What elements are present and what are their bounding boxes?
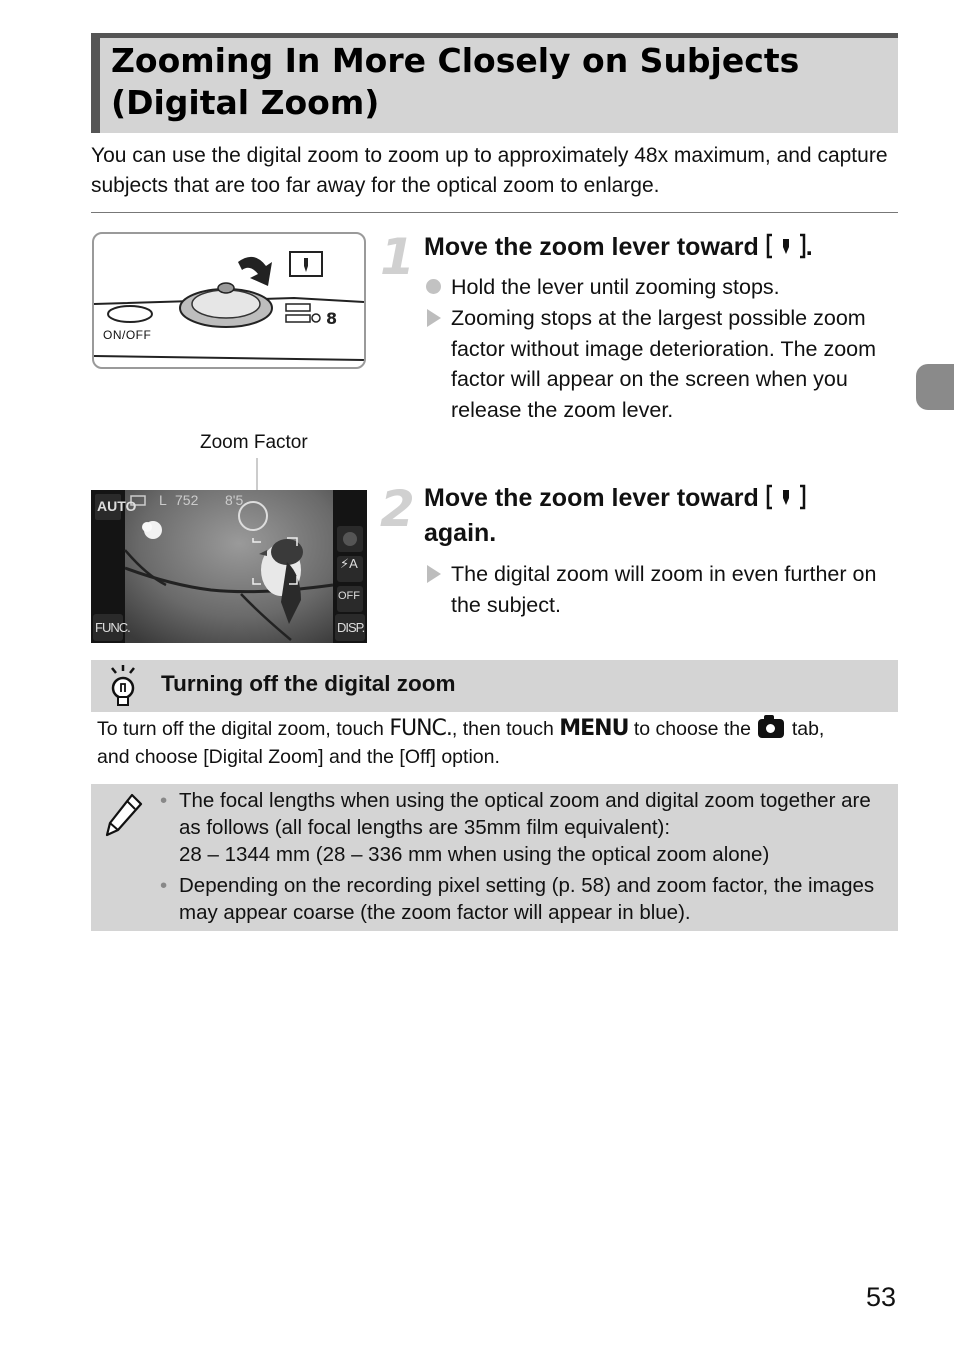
intro-paragraph: You can use the digital zoom to zoom up to approximately 48x maximum, and capture subjects that are too far away for the optical zoom to enlarge. <box>91 144 888 197</box>
step-1-title <box>424 230 813 265</box>
shots-remaining: 752 <box>175 492 199 508</box>
note-item: • The focal lengths when using the optical zoom and digital zoom together are as follows (all focal lengths are 35mm film equivalent): 28 – 1344 mm (28 – 336 mm when using the optical zoom alone) <box>160 789 871 866</box>
bullet-dot-icon: • <box>160 874 168 897</box>
self-timer-off-icon: OFF <box>338 590 360 602</box>
record-time: 8'5 <box>225 492 244 508</box>
chapter-tab <box>916 364 954 410</box>
tip-title: Turning off the digital zoom <box>161 671 456 696</box>
telephoto-icon <box>766 484 806 510</box>
pencil-icon <box>104 792 144 838</box>
triangle-bullet-icon <box>424 559 448 589</box>
step-2-title-suffix: again. <box>424 519 497 547</box>
flash-icon: ⚡A <box>340 556 358 571</box>
triangle-bullet-icon <box>424 303 448 333</box>
func-button-icon: FUNC. <box>95 620 130 635</box>
circle-bullet-icon <box>424 272 448 302</box>
page-title: Zooming In More Closely on Subjects (Digital Zoom) <box>111 41 800 122</box>
step-number-1: 1 <box>380 228 415 286</box>
telephoto-icon <box>766 233 806 259</box>
camera-tab-icon <box>758 719 784 738</box>
step-1-title-text: Move the zoom lever toward <box>424 233 759 261</box>
tip-body: To turn off the digital zoom, touch FUNC., then touch MENU to choose the tab, and choose [Digital Zoom] and the [Off] option. <box>97 716 825 768</box>
lightbulb-icon <box>106 664 140 708</box>
note-item: • Depending on the recording pixel setting (p. 58) and zoom factor, the images may appear coarse (the zoom factor will appear in blue). <box>160 874 875 924</box>
func-glyph: FUNC. <box>389 716 452 741</box>
svg-text:8: 8 <box>326 309 338 328</box>
step-2-title-text: Move the zoom lever toward <box>424 484 759 512</box>
step-1-title-suffix: . <box>805 233 813 261</box>
divider <box>91 212 898 213</box>
auto-mode-label: AUTO <box>97 498 137 514</box>
page-number: 53 <box>866 1282 897 1312</box>
image-size-label: L <box>159 492 167 508</box>
title-accent-bar <box>91 33 100 133</box>
disp-button-icon: DISP. <box>337 620 365 635</box>
step-2-title <box>424 481 884 551</box>
camera-screen-image <box>91 490 367 643</box>
camera-zoom-lever-illustration <box>92 232 366 369</box>
menu-glyph: MENU <box>559 716 629 741</box>
bullet-dot-icon: • <box>160 789 168 812</box>
zoom-factor-caption: Zoom Factor <box>200 432 308 453</box>
on-off-label: ON/OFF <box>103 328 152 342</box>
camera-top-icon <box>94 234 364 367</box>
step-number-2: 2 <box>380 480 415 538</box>
